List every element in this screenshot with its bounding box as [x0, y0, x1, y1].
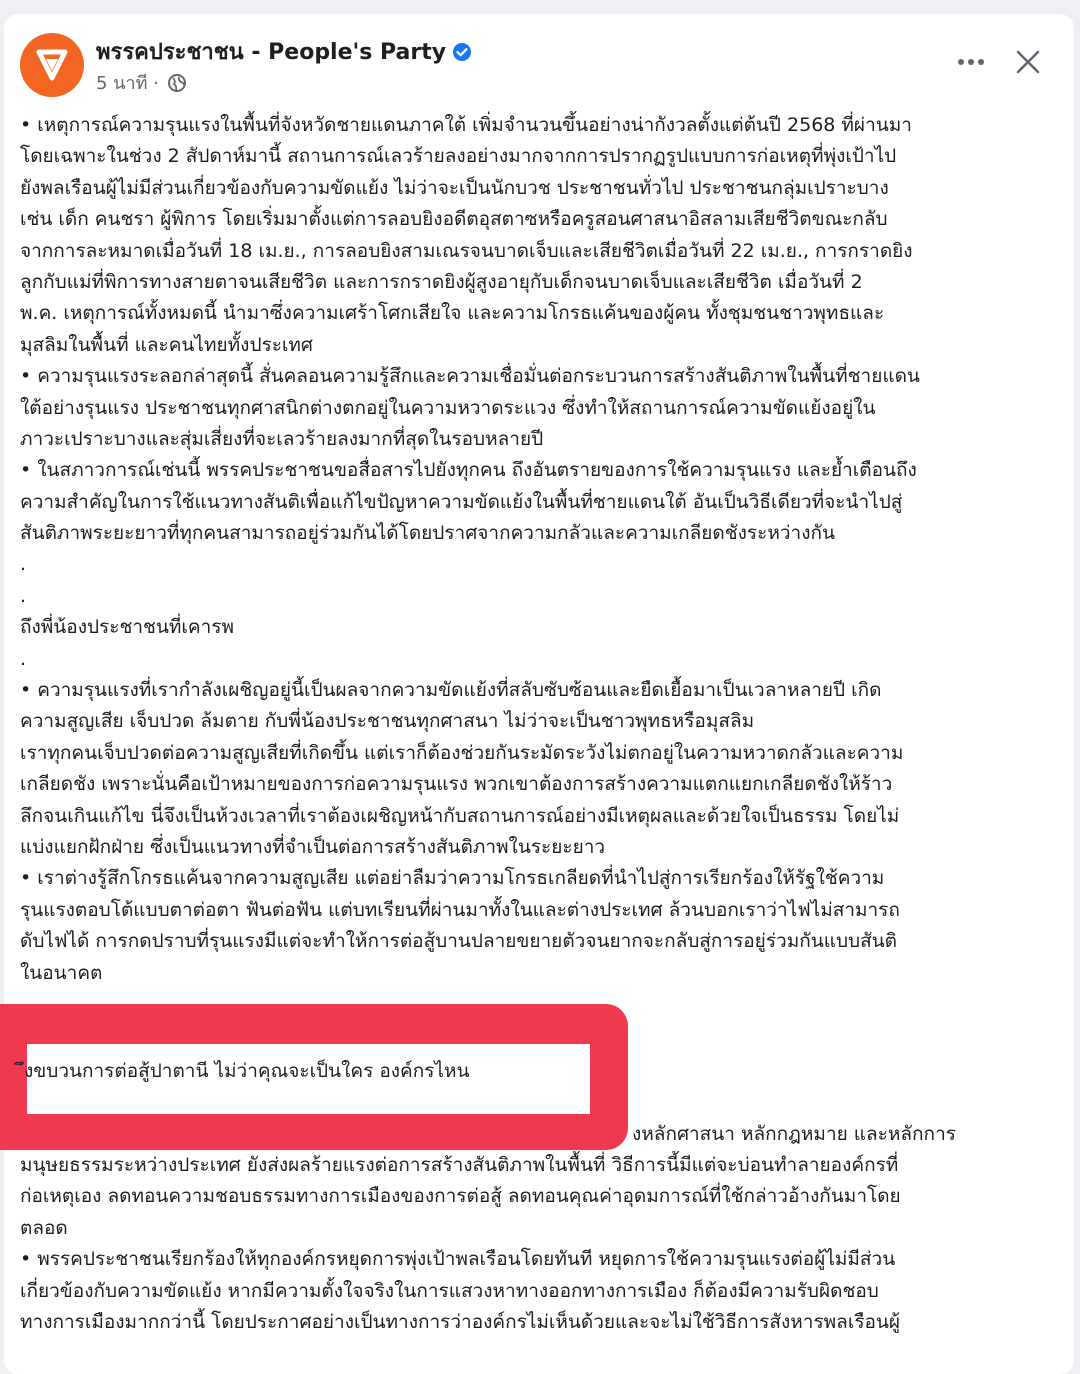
- post-text-line: • เหตุการณ์ความรุนแรงในพื้นที่จังหวัดชายแดนภาคใต้ เพิ่มจำนวนขึ้นอย่างน่ากังวลตั้งแต่ต้นปี 2568 ที่ผ่านมา: [20, 114, 912, 136]
- post-text-line: • ความรุนแรงระลอกล่าสุดนี้ สั่นคลอนความรู้สึกและความเชื่อมั่นต่อกระบวนการสร้างสันติภาพในพื้นที่ชายแดน: [20, 365, 920, 388]
- post-body-continued: [20, 1150, 1060, 1338]
- post-text-line: • พรรคประชาชนเรียกร้องให้ทุกองค์กรหยุดการพุ่งเป้าพลเรือนโดยทันที หยุดการใช้ความรุนแรงต่อผู้ไม่มีส่วน: [20, 1248, 896, 1271]
- post-text-line: เช่น เด็ก คนชรา ผู้พิการ โดยเริ่มมาตั้งแต่การลอบยิงอดีตอุสตาซหรือครูสอนศาสนาอิสลามเสียชีวิตขณะกลับ: [20, 208, 888, 231]
- post-meta: [96, 68, 187, 98]
- post-text-line: • ความรุนแรงที่เรากำลังเผชิญอยู่นี้เป็นผลจากความขัดแย้งที่สลับซับซ้อนและยืดเยื้อมาเป็นเวลาหลายปี เกิด: [20, 679, 882, 702]
- post-text-line: ลูกกับแม่ที่พิการทางสายตาจนเสียชีวิต และการกราดยิงผู้สูงอายุกับเด็กจนบาดเจ็บและเสียชีวิต เมื่อวันที่ 2: [20, 270, 863, 293]
- post-text-line: ในอนาคต: [20, 961, 103, 984]
- page-name[interactable]: พรรคประชาชน - People's Party: [96, 40, 447, 65]
- post-text-line: เกลียดชัง เพราะนั่นคือเป้าหมายของการก่อความรุนแรง พวกเขาต้องการสร้างความแตกแยกเกลียดชังให้ร้าว: [20, 773, 893, 796]
- post-body: [20, 110, 1060, 989]
- post-text-line: สันติภาพระยะยาวที่ทุกคนสามารถอยู่ร่วมกันได้โดยปราศจากความกลัวและความเกลียดชังระหว่างกัน: [20, 522, 835, 545]
- post-text-line: ตลอด: [20, 1216, 68, 1239]
- post-text-line: • เราต่างรู้สึกโกรธแค้นจากความสูญเสีย แต่อย่าลืมว่าความโกรธเกลียดที่นำไปสู่การเรียกร้องให้รัฐใช้ความ: [20, 867, 885, 890]
- post-text-line: พ.ค. เหตุการณ์ทั้งหมดนี้ นำมาซึ่งความเศร้าโศกเสียใจ และความโกรธแค้นของผู้คน ทั้งชุมชนชาวพุทธและ: [20, 302, 885, 325]
- post-text-line: • ในสภาวการณ์เช่นนี้ พรรคประชาชนขอสื่อสารไปยังทุกคน ถึงอันตรายของการใช้ความรุนแรง และย้ำเตือนถึง: [20, 459, 917, 482]
- post-text-line: ความสำคัญในการใช้แนวทางสันติเพื่อแก้ไขปัญหาความขัดแย้งในพื้นที่ชายแดนใต้ อันเป็นวิธีเดียวที่จะนำไปสู่: [20, 490, 903, 513]
- party-logo-icon: [20, 33, 84, 97]
- post-text-line: มนุษยธรรมระหว่างประเทศ ยังส่งผลร้ายแรงต่อการสร้างสันติภาพในพื้นที่ วิธีการนี้มีแต่จะบ่อนทำลายองค์กรที่: [20, 1154, 899, 1176]
- post-text-line: ทางการเมืองมากกว่านี้ โดยประกาศอย่างเป็นทางการว่าองค์กรไม่เห็นด้วยและจะไม่ใช้วิธีการสังหารพลเรือนผู้: [20, 1310, 901, 1333]
- more-options-button[interactable]: [950, 44, 992, 80]
- post-text-line: แบ่งแยกฝักฝ่าย ซึ่งเป็นแนวทางที่จำเป็นต่อการสร้างสันติภาพในระยะยาว: [20, 835, 606, 858]
- page-name-row: [96, 34, 472, 69]
- page-avatar[interactable]: [20, 33, 84, 97]
- post-text-line: ยังพลเรือนผู้ไม่มีส่วนเกี่ยวข้องกับความขัดแย้ง ไม่ว่าจะเป็นนักบวช ประชาชนทั่วไป ประชาชนกลุ่มเปราะบาง: [20, 176, 889, 199]
- post-text-line: .: [20, 553, 27, 576]
- post-text-line: ใต้อย่างรุนแรง ประชาชนทุกศาสนิกต่างตกอยู่ในความหวาดระแวง ซึ่งทำให้สถานการณ์ความขัดแย้งอยู่ใน: [20, 396, 876, 419]
- post-text-line: .: [20, 647, 27, 670]
- post-text-line: มุสลิมในพื้นที่ และคนไทยทั้งประเทศ: [20, 333, 313, 356]
- post-text-line: ดับไฟได้ การกดปราบที่รุนแรงมีแต่จะทำให้การต่อสู้บานปลายขยายตัวจนยากจะกลับสู่การอยู่ร่วมกันแบบสันติ: [20, 930, 897, 953]
- post-text-line: ลึกจนเกินแก้ไข นี่จึงเป็นห้วงเวลาที่เราต้องเผชิญหน้ากับสถานการณ์อย่างมีเหตุผลและด้วยใจเป็นธรรม โดยไม่: [20, 804, 900, 827]
- close-icon: [1015, 49, 1041, 75]
- post-text-line: โดยเฉพาะในช่วง 2 สัปดาห์มานี้ สถานการณ์เลวร้ายลงอย่างมากจากการปรากฏรูปแบบการก่อเหตุที่พุ่งเป้าไป: [20, 145, 897, 168]
- post-time[interactable]: 5 นาที: [96, 73, 148, 94]
- post-text-line: ถึงพี่น้องประชาชนที่เคารพ: [20, 616, 235, 639]
- post-text-line: .: [20, 584, 27, 607]
- more-horizontal-icon: [956, 57, 986, 67]
- post-text-line: จากการละหมาดเมื่อวันที่ 18 เม.ย., การลอบยิงสามเณรจนบาดเจ็บและเสียชีวิตเมื่อวันที่ 22 เม.ย., การกราดยิง: [20, 239, 913, 262]
- post-text-line: รุนแรงตอบโต้แบบตาต่อตา ฟันต่อฟัน แต่บทเรียนที่ผ่านมาทั้งในและต่างประเทศ ล้วนบอกเราว่าไฟไม่สามารถ: [20, 898, 900, 921]
- post-text-line: งหลักศาสนา หลักกฎหมาย และหลักการ: [632, 1123, 956, 1145]
- meta-separator: ·: [153, 73, 159, 94]
- close-button[interactable]: [1008, 42, 1048, 82]
- post-text-line: เราทุกคนเจ็บปวดต่อความสูญเสียที่เกิดขึ้น แต่เราก็ต้องช่วยกันระมัดระวังไม่ตกอยู่ในความหวาดกลัวและความ: [20, 741, 904, 764]
- post-text-line: ความสูญเสีย เจ็บปวด ล้มตาย กับพี่น้องประชาชนทุกศาสนา ไม่ว่าจะเป็นชาวพุทธหรือมุสลิม: [20, 710, 755, 733]
- post-text-line: เกี่ยวข้องกับความขัดแย้ง หากมีความตั้งใจจริงในการแสวงหาทางออกทางการเมือง ก็ต้องมีความรับผิดชอบ: [20, 1279, 879, 1302]
- verified-badge-icon: [452, 42, 472, 68]
- highlighted-text: ึงขบวนการต่อสู้ปาตานี ไม่ว่าคุณจะเป็นใคร องค์กรไหน: [24, 1060, 470, 1082]
- post-text-line: ก่อเหตุเอง ลดทอนความชอบธรรมทางการเมืองของการต่อสู้ ลดทอนคุณค่าอุดมการณ์ที่ใช้กล่าวอ้างกันมาโดย: [20, 1185, 901, 1208]
- globe-icon: [167, 73, 187, 98]
- post-text-line: ภาวะเปราะบางและสุ่มเสี่ยงที่จะเลวร้ายลงมากที่สุดในรอบหลายปี: [20, 427, 544, 450]
